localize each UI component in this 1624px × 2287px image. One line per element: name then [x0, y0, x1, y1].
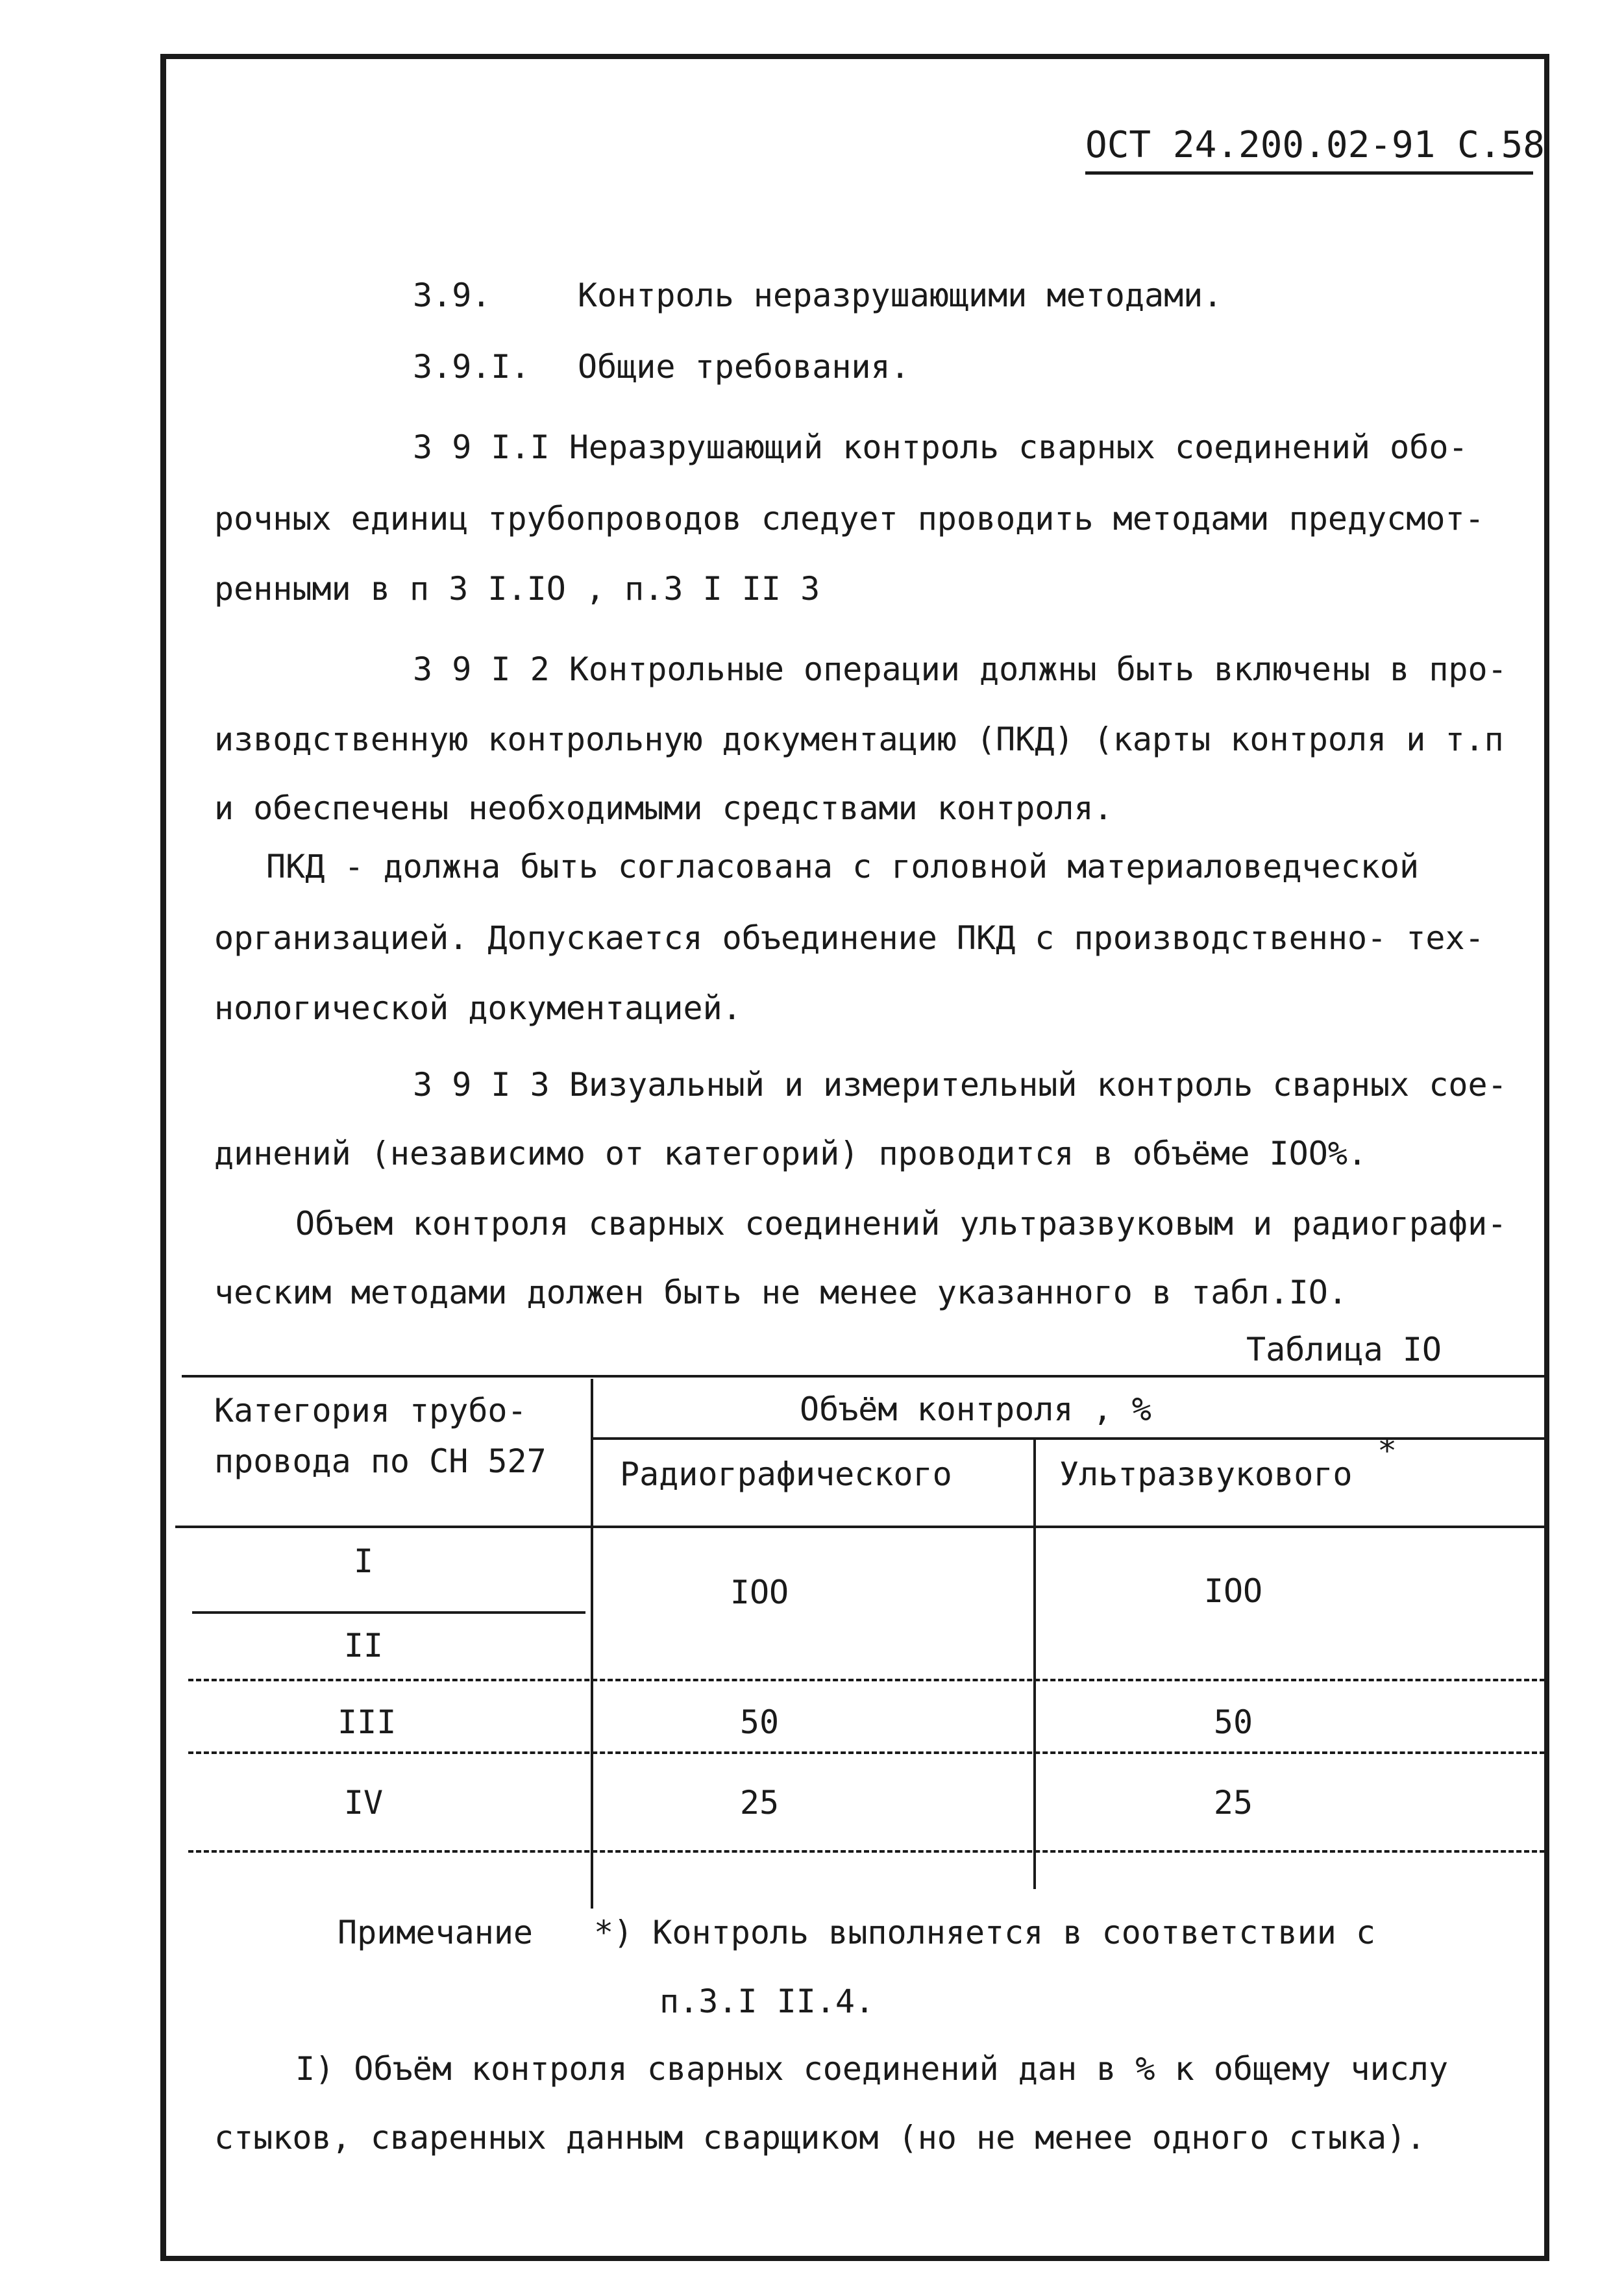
paragraph-3912-line-1: 3 9 I 2 Контрольные операции должны быть включены в про-: [413, 650, 1507, 688]
table-top-rule: [182, 1375, 1545, 1378]
radiographic-value-row-4: 25: [739, 1784, 780, 1822]
column-header-volume: Объём контроля , %: [800, 1391, 1151, 1428]
header-underline: [1085, 171, 1533, 175]
category-cell-1: I: [353, 1542, 374, 1580]
document-code: ОСТ 24.200.02-91 С.58: [1085, 124, 1545, 166]
radiographic-value-rows-1-2: IOO: [730, 1574, 789, 1611]
paragraph-3913-line-2: динений (независимо от категорий) проводится в объёме IOO%.: [214, 1135, 1368, 1172]
paragraph-3912-line-3: и обеспечены необходимыми средствами контроля.: [214, 789, 1113, 827]
paragraph-3911-line-1: 3 9 I.I Неразрушающий контроль сварных соединений обо-: [413, 428, 1468, 466]
note-item-1-line-2: стыков, сваренных данным сварщиком (но не менее одного стыка).: [214, 2119, 1426, 2157]
column-header-category-line-1: Категория трубо-: [214, 1392, 527, 1429]
table-divider-category: [591, 1379, 593, 1909]
table-row-1-rule: [192, 1611, 585, 1614]
note-footnote-text: *) Контроль выполняется в соответствии с: [594, 1914, 1376, 1951]
section-3-9-1-number: 3.9.I.: [413, 348, 530, 386]
paragraph-pkd-line-1: ПКД - должна быть согласована с головной материаловедческой: [266, 848, 1420, 885]
column-header-radiographic: Радиографического: [620, 1455, 952, 1493]
table-caption: Таблица IO: [1246, 1331, 1442, 1368]
ultrasonic-value-row-3: 50: [1213, 1703, 1253, 1741]
paragraph-3912-line-2: изводственную контрольную документацию (ПКД) (карты контроля и т.п: [214, 721, 1504, 758]
note-item-1-line-1: I) Объём контроля сварных соединений дан в % к общему числу: [295, 2050, 1449, 2088]
note-label: Примечание: [338, 1914, 534, 1951]
category-cell-2: II: [343, 1627, 384, 1664]
column-header-ultrasonic: Ультразвукового: [1059, 1455, 1353, 1493]
ultrasonic-footnote-mark: *: [1377, 1432, 1397, 1470]
section-3-9-title: Контроль неразрушающими методами.: [578, 277, 1223, 314]
paragraph-pkd-line-3: нологической документацией.: [214, 989, 742, 1027]
ultrasonic-value-row-4: 25: [1213, 1784, 1253, 1822]
paragraph-pkd-line-2: организацией. Допускается объединение ПКД с производственно- тех-: [214, 919, 1484, 957]
paragraph-volume-line-1: Объем контроля сварных соединений ультразвуковым и радиографи-: [295, 1205, 1507, 1242]
category-cell-4: IV: [343, 1784, 384, 1822]
paragraph-3913-line-1: 3 9 I 3 Визуальный и измерительный контроль сварных сое-: [413, 1066, 1507, 1104]
note-footnote-reference: п.3.I II.4.: [659, 1983, 875, 2020]
paragraph-volume-line-2: ческим методами должен быть не менее указанного в табл.IO.: [214, 1274, 1347, 1311]
table-header-bottom-rule: [175, 1526, 1545, 1528]
table-row-3-rule: [188, 1751, 1545, 1754]
section-3-9-1-title: Общие требования.: [578, 348, 910, 386]
table-bottom-rule: [188, 1850, 1545, 1853]
table-row-2-rule: [188, 1679, 1545, 1681]
paragraph-3911-line-2: рочных единиц трубопроводов следует проводить методами предусмот-: [214, 500, 1484, 538]
radiographic-value-row-3: 50: [739, 1703, 780, 1741]
category-cell-3: III: [338, 1703, 397, 1741]
paragraph-3911-line-3: ренными в п 3 I.IO , п.3 I II 3: [214, 570, 820, 608]
table-divider-methods: [1033, 1439, 1036, 1889]
table-volume-rule: [592, 1437, 1545, 1440]
ultrasonic-value-rows-1-2: IOO: [1203, 1572, 1263, 1610]
section-3-9-number: 3.9.: [413, 277, 491, 314]
column-header-category-line-2: провода по СН 527: [214, 1442, 547, 1480]
